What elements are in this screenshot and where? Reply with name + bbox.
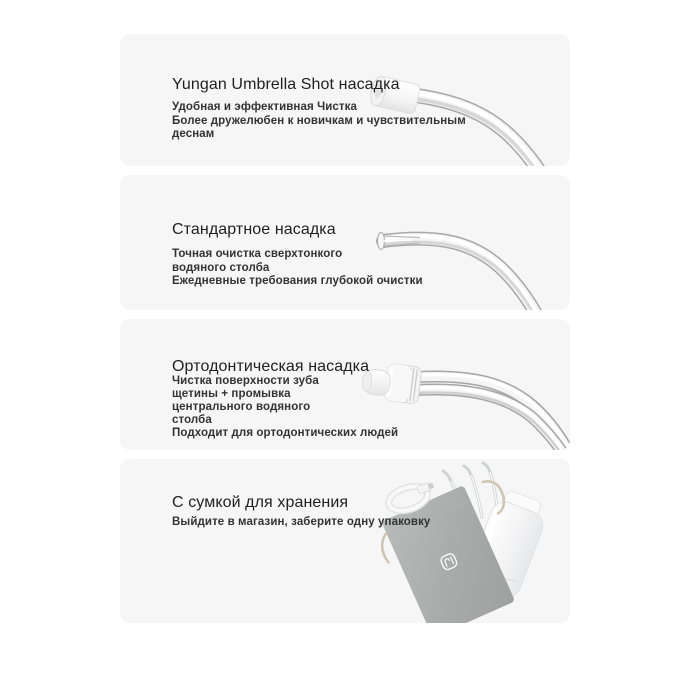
feature-card-orthodontic-nozzle	[120, 319, 570, 450]
curved-double-tube	[416, 374, 570, 450]
description-line: центрального водяного	[172, 401, 311, 413]
description-line: столба	[172, 414, 212, 426]
feature-card-standard-nozzle	[120, 175, 570, 310]
description-line: Подходит для ортодонтических людей	[172, 427, 399, 439]
card-description	[172, 101, 466, 142]
description-line: Выйдите в магазин, заберите одну упаковку	[172, 516, 431, 528]
description-line: Более дружелюбен к новичкам и чувствительным	[172, 114, 466, 127]
description-line: деснам	[172, 128, 215, 140]
card-title: Стандартное насадка	[172, 221, 336, 238]
feature-card-umbrella-nozzle	[120, 34, 570, 166]
card-title: Yungan Umbrella Shot насадка	[172, 76, 400, 93]
description-line: Точная очистка сверхтонкого	[172, 248, 343, 260]
description-line: Чистка поверхности зуба	[172, 375, 319, 387]
standard-nozzle-image	[120, 175, 570, 310]
storage-bag-kit-image	[120, 459, 570, 623]
description-line: водяного столба	[172, 261, 270, 274]
description-line: Ежедневные требования глубокой очистки	[172, 275, 423, 287]
card-description	[172, 516, 430, 530]
description-line: щетины + промывка	[172, 388, 291, 400]
card-description	[172, 375, 398, 440]
card-title: Ортодонтическая насадка	[172, 358, 370, 375]
umbrella-nozzle-image	[120, 34, 570, 166]
feature-card-storage-bag	[120, 459, 570, 623]
description-line: Удобная и эффективная Чистка	[172, 101, 357, 113]
card-title: С сумкой для хранения	[172, 494, 349, 511]
card-description	[172, 248, 423, 289]
